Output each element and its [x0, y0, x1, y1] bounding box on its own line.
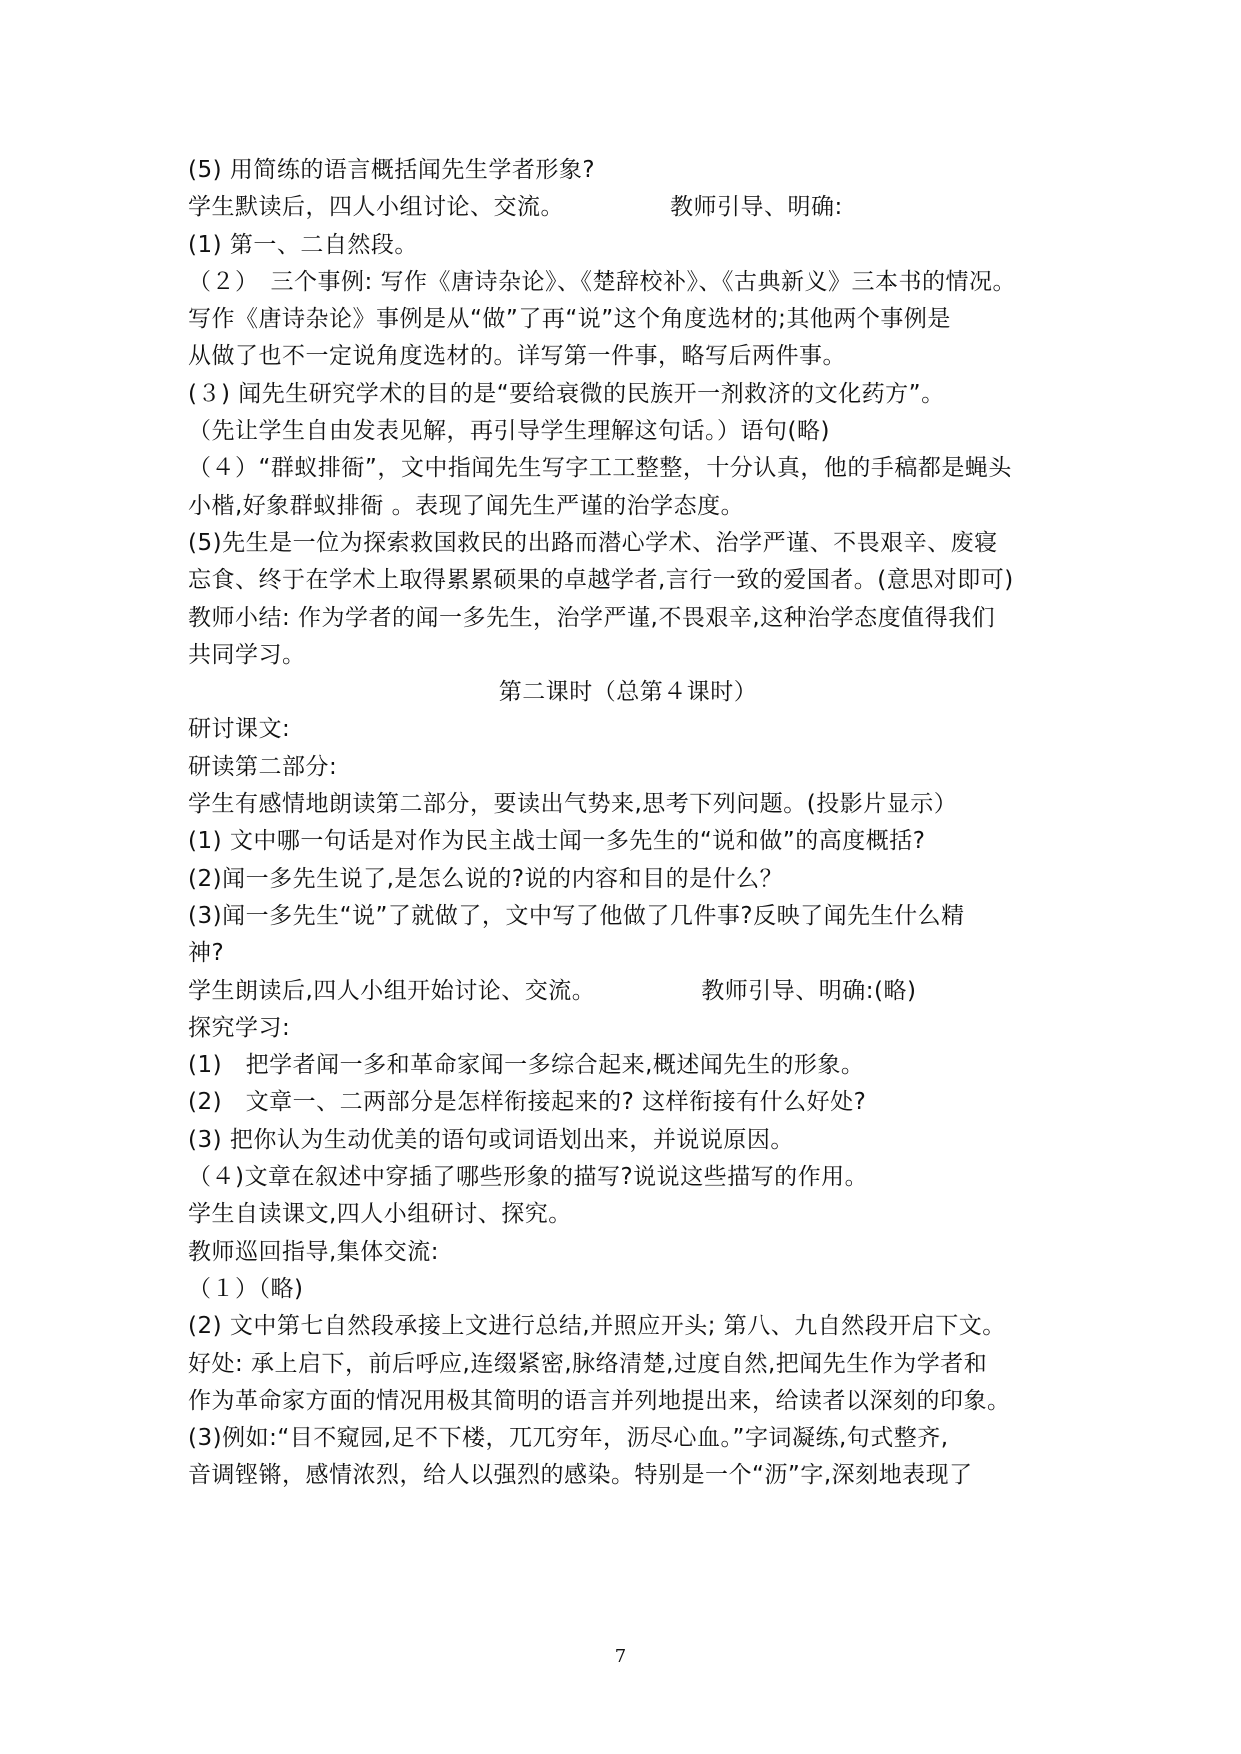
text-line: (5) 用简练的语言概括闻先生学者形象?	[188, 157, 596, 183]
text-line: (3)闻一多先生“说”了就做了，文中写了他做了几件事?反映了闻先生什么精	[188, 902, 965, 929]
text-line: 共同学习。	[188, 641, 306, 668]
text-line: 忘食、终于在学术上取得累累硕果的卓越学者,言行一致的爱国者。(意思对即可)	[188, 567, 1014, 594]
page-number: 7	[614, 1646, 627, 1667]
text-line: 从做了也不一定说角度选材的。详写第一件事，略写后两件事。	[188, 343, 846, 370]
text-line: （１）（略)	[188, 1275, 304, 1302]
text-line: 学生有感情地朗读第二部分，要读出气势来,思考下列问题。(投影片显示）	[188, 791, 958, 818]
text-line: 神?	[188, 940, 225, 967]
text-line: 探究学习:	[188, 1014, 291, 1041]
text-line: (3) 把你认为生动优美的语句或词语划出来，并说说原因。	[188, 1126, 794, 1153]
text-line: (3)例如:“目不窥园,足不下楼，兀兀穷年，沥尽心血。”字词凝练,句式整齐,	[188, 1425, 949, 1452]
text-line: 作为革命家方面的情况用极其简明的语言并列地提出来，给读者以深刻的印象。	[188, 1387, 1011, 1414]
text-line: （先让学生自由发表见解，再引导学生理解这句话。）语句(略)	[188, 418, 830, 445]
text-line: (2) 文章一、二两部分是怎样衔接起来的? 这样衔接有什么好处?	[188, 1089, 867, 1116]
text-line: 教师巡回指导,集体交流:	[188, 1238, 440, 1265]
text-line: (1) 把学者闻一多和革命家闻一多综合起来,概述闻先生的形象。	[188, 1052, 865, 1079]
text-line: （２） 三个事例: 写作《唐诗杂论》、《楚辞校补》、《古典新义》三本书的情况。	[188, 268, 1017, 295]
text-line: (３) 闻先生研究学术的目的是“要给衰微的民族开一剂救济的文化药方”。	[188, 380, 945, 407]
section-heading: 第二课时（总第４课时）	[498, 679, 758, 706]
text-line: (1) 第一、二自然段。	[188, 231, 418, 258]
text-line: (5)先生是一位为探索救国救民的出路而潜心学术、治学严谨、不畏艰辛、废寝	[188, 529, 998, 556]
text-line: 学生自读课文,四人小组研讨、探究。	[188, 1201, 572, 1228]
text-body	[188, 152, 1068, 1495]
text-line: 研读第二部分:	[188, 753, 338, 780]
text-line: 教师小结: 作为学者的闻一多先生，治学严谨,不畏艰辛,这种治学态度值得我们	[188, 604, 996, 631]
text-line: (1) 文中哪一句话是对作为民主战士闻一多先生的“说和做”的高度概括?	[188, 828, 926, 855]
text-line: （４）“群蚁排衙”，文中指闻先生写字工工整整，十分认真，他的手稿都是蝇头	[188, 455, 1012, 482]
text-line: (2) 文中第七自然段承接上文进行总结,并照应开头; 第八、九自然段开启下文。	[188, 1313, 1006, 1340]
text-line: 学生朗读后,四人小组开始讨论、交流。 教师引导、明确:(略)	[188, 977, 917, 1004]
text-line: 音调铿锵，感情浓烈，给人以强烈的感染。特别是一个“沥”字,深刻地表现了	[188, 1462, 973, 1489]
text-line: 研讨课文:	[188, 716, 291, 743]
text-line: 写作《唐诗杂论》事例是从“做”了再“说”这个角度选材的;其他两个事例是	[188, 306, 951, 333]
text-line: (2)闻一多先生说了,是怎么说的?说的内容和目的是什么？	[188, 865, 784, 892]
text-line: 好处: 承上启下，前后呼应,连缀紧密,脉络清楚,过度自然,把闻先生作为学者和	[188, 1350, 988, 1377]
text-line: （４)文章在叙述中穿插了哪些形象的描写?说说这些描写的作用。	[188, 1164, 869, 1191]
text-line: 学生默读后，四人小组讨论、交流。 教师引导、明确:	[188, 194, 843, 221]
text-line: 小楷,好象群蚁排衙 。表现了闻先生严谨的治学态度。	[188, 492, 745, 519]
